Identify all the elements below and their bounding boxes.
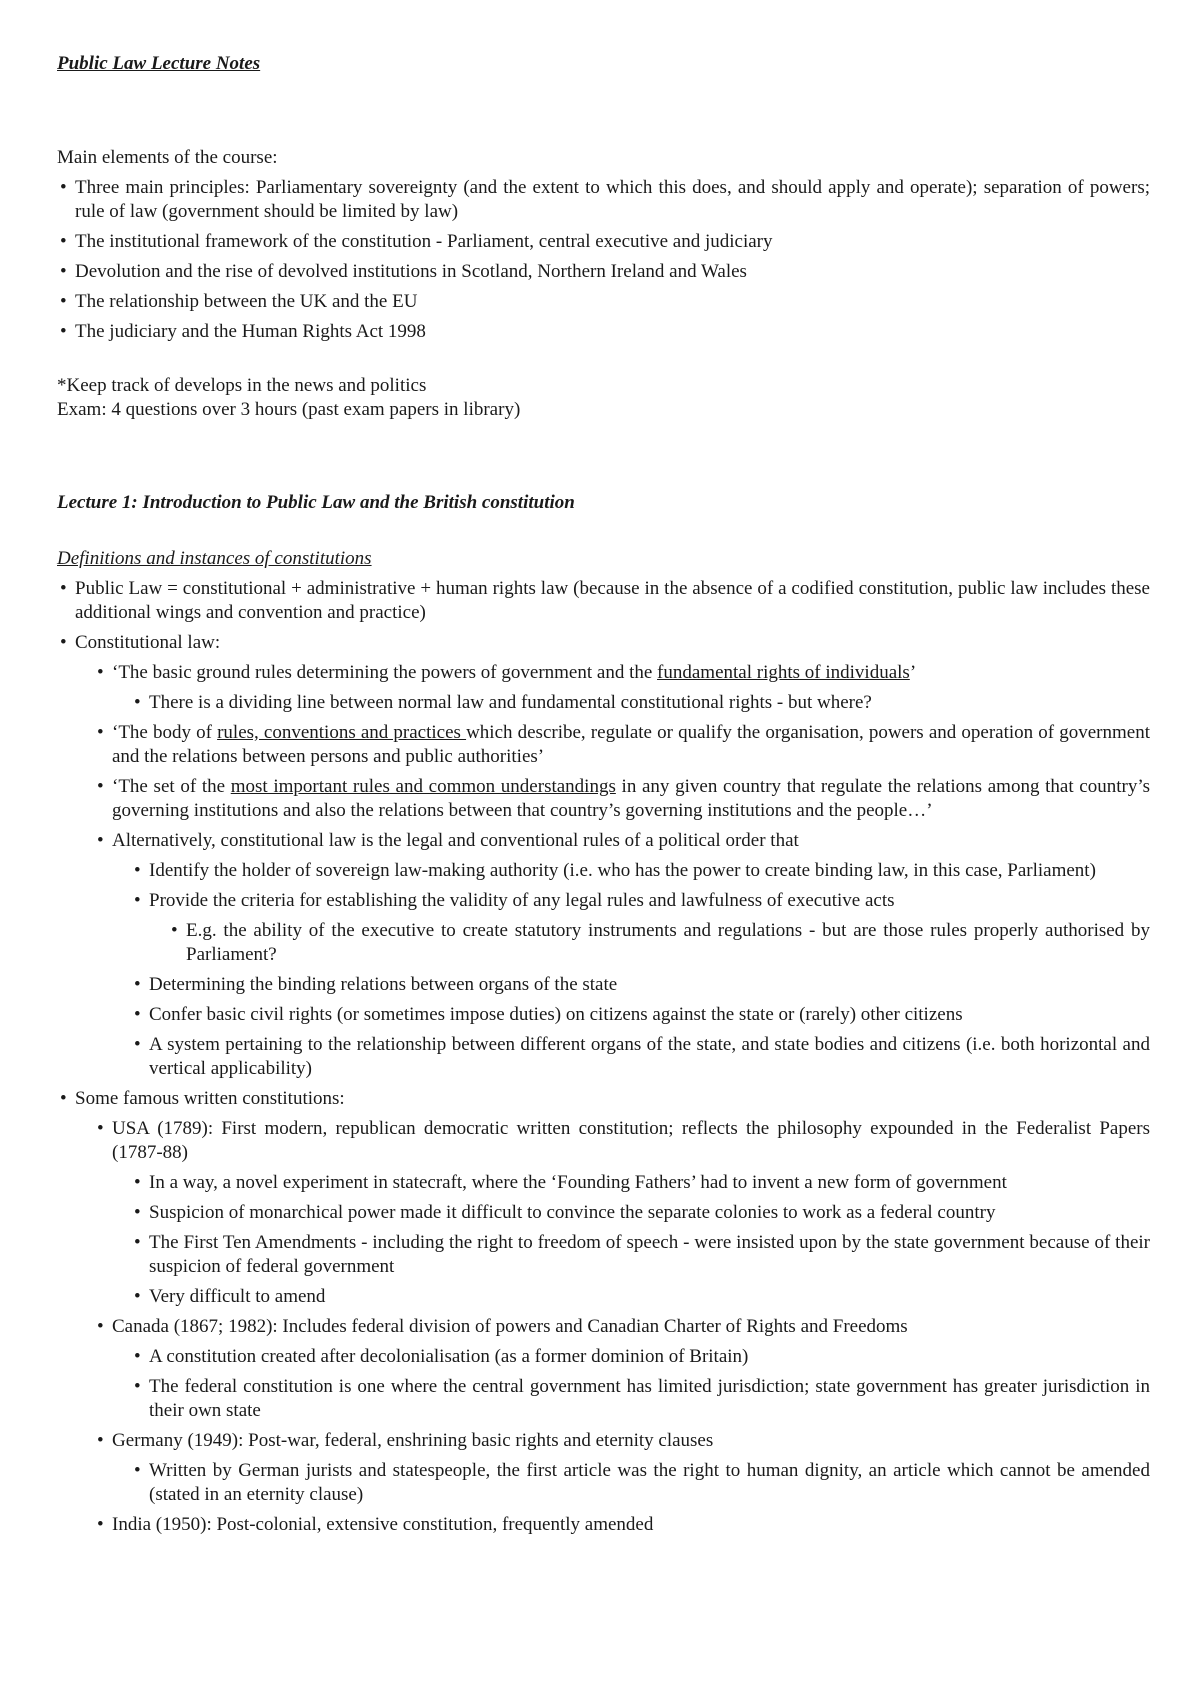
list-item-text: Suspicion of monarchical power made it difficult to convince the separate colonies to work as a federal country (149, 1202, 996, 1223)
list-item-text: Very difficult to amend (149, 1286, 326, 1307)
list-item (75, 1087, 1150, 1537)
list-item (75, 290, 1150, 314)
list-item (112, 775, 1150, 823)
course-elements-list (57, 176, 1150, 344)
underlined-phrase: most important rules and common understandings (230, 776, 616, 797)
sub-list (149, 919, 1150, 967)
list-item-text: Confer basic civil rights (or sometimes impose duties) on citizens against the state or (rarely) other citizens (149, 1004, 963, 1025)
list-item (149, 889, 1150, 967)
list-item-text: The relationship between the UK and the EU (75, 291, 418, 312)
course-elements-heading: Main elements of the course: (57, 147, 278, 168)
section-heading: Definitions and instances of constitutions (57, 548, 372, 569)
list-item-text: The First Ten Amendments - including the right to freedom of speech - were insisted upon by the state government because of their suspicion of federal government (149, 1232, 1150, 1277)
underlined-phrase: rules, conventions and practices (217, 722, 467, 743)
list-item (149, 973, 1150, 997)
list-item-text (112, 776, 1150, 821)
sub-list (112, 1345, 1150, 1423)
list-item (149, 1285, 1150, 1309)
text-segment: in any given country that regulate the relations among that country’s governing institutions and also the relations between that country’s governing institutions and the people…’ (112, 776, 1150, 821)
list-item-text: Determining the binding relations between organs of the state (149, 974, 618, 995)
list-item (75, 577, 1150, 625)
list-item-text: A system pertaining to the relationship between different organs of the state, and state bodies and citizens (i.e. both horizontal and vertical applicability) (149, 1034, 1150, 1079)
list-item-text: Identify the holder of sovereign law-making authority (i.e. who has the power to create binding law, in this case, Parliament) (149, 860, 1096, 881)
list-item (75, 320, 1150, 344)
list-item-text: Three main principles: Parliamentary sovereignty (and the extent to which this does, and should apply and operate); separation of powers; rule of law (government should be limited by law) (75, 177, 1150, 222)
lecture-title: Lecture 1: Introduction to Public Law and the British constitution (57, 492, 575, 513)
list-item (112, 1315, 1150, 1423)
text-segment: ’ (909, 662, 917, 683)
list-item (149, 1459, 1150, 1507)
list-item (112, 1117, 1150, 1309)
list-item (149, 859, 1150, 883)
sub-list (75, 661, 1150, 1081)
list-item (149, 1171, 1150, 1195)
list-item-text: There is a dividing line between normal law and fundamental constitutional rights - but where? (149, 692, 872, 713)
list-item (112, 1429, 1150, 1507)
list-item (75, 176, 1150, 224)
sub-list (112, 1171, 1150, 1309)
list-item-text (112, 722, 1150, 767)
sub-list (112, 691, 1150, 715)
list-item (75, 260, 1150, 284)
list-item (75, 230, 1150, 254)
underlined-phrase: fundamental rights of individuals (657, 662, 910, 683)
list-item-text: Alternatively, constitutional law is the legal and conventional rules of a political order that (112, 830, 799, 851)
list-item (149, 1033, 1150, 1081)
text-segment: ‘The basic ground rules determining the powers of government and the (112, 662, 658, 683)
list-item-text: India (1950): Post-colonial, extensive constitution, frequently amended (112, 1514, 654, 1535)
definitions-list (57, 577, 1150, 1537)
text-segment: ‘The body of (112, 722, 218, 743)
list-item-text: The judiciary and the Human Rights Act 1998 (75, 321, 426, 342)
news-note: *Keep track of develops in the news and politics (57, 375, 427, 396)
list-item (149, 1201, 1150, 1225)
list-item-text: A constitution created after decolonialisation (as a former dominion of Britain) (149, 1346, 749, 1367)
list-item-text: The institutional framework of the constitution - Parliament, central executive and judiciary (75, 231, 773, 252)
list-item-text: Some famous written constitutions: (75, 1088, 345, 1109)
list-item-text: Public Law = constitutional + administrative + human rights law (because in the absence of a codified constitution, public law includes these additional wings and convention and practice) (75, 578, 1150, 623)
list-item (112, 829, 1150, 1081)
text-segment: which describe, regulate or qualify the organisation, powers and operation of government and the relations between persons and public authorities’ (112, 722, 1150, 767)
list-item (149, 691, 1150, 715)
document-title: Public Law Lecture Notes (57, 53, 261, 74)
list-item (149, 1375, 1150, 1423)
list-item-text: Written by German jurists and statespeople, the first article was the right to human dignity, an article which cannot be amended (stated in an eternity clause) (149, 1460, 1150, 1505)
list-item (112, 721, 1150, 769)
text-segment: ‘The set of the (112, 776, 231, 797)
list-item (186, 919, 1150, 967)
list-item-text: Germany (1949): Post-war, federal, enshrining basic rights and eternity clauses (112, 1430, 714, 1451)
list-item (75, 631, 1150, 1081)
list-item-text (112, 662, 916, 683)
list-item-text: Constitutional law: (75, 632, 221, 653)
list-item (149, 1231, 1150, 1279)
list-item (112, 1513, 1150, 1537)
list-item-text: E.g. the ability of the executive to create statutory instruments and regulations - but are those rules properly authorised by Parliament? (186, 920, 1150, 965)
list-item-text: Provide the criteria for establishing the validity of any legal rules and lawfulness of executive acts (149, 890, 895, 911)
list-item-text: In a way, a novel experiment in statecraft, where the ‘Founding Fathers’ had to invent a new form of government (149, 1172, 1007, 1193)
sub-list (75, 1117, 1150, 1537)
sub-list (112, 859, 1150, 1081)
list-item (112, 661, 1150, 715)
list-item-text: USA (1789): First modern, republican democratic written constitution; reflects the philosophy expounded in the Federalist Papers (1787-88) (112, 1118, 1150, 1163)
exam-note: Exam: 4 questions over 3 hours (past exam papers in library) (57, 399, 521, 420)
list-item-text: The federal constitution is one where the central government has limited jurisdiction; state government has greater jurisdiction in their own state (149, 1376, 1150, 1421)
list-item-text: Devolution and the rise of devolved institutions in Scotland, Northern Ireland and Wales (75, 261, 747, 282)
list-item-text: Canada (1867; 1982): Includes federal division of powers and Canadian Charter of Rights and Freedoms (112, 1316, 908, 1337)
list-item (149, 1003, 1150, 1027)
list-item (149, 1345, 1150, 1369)
sub-list (112, 1459, 1150, 1507)
